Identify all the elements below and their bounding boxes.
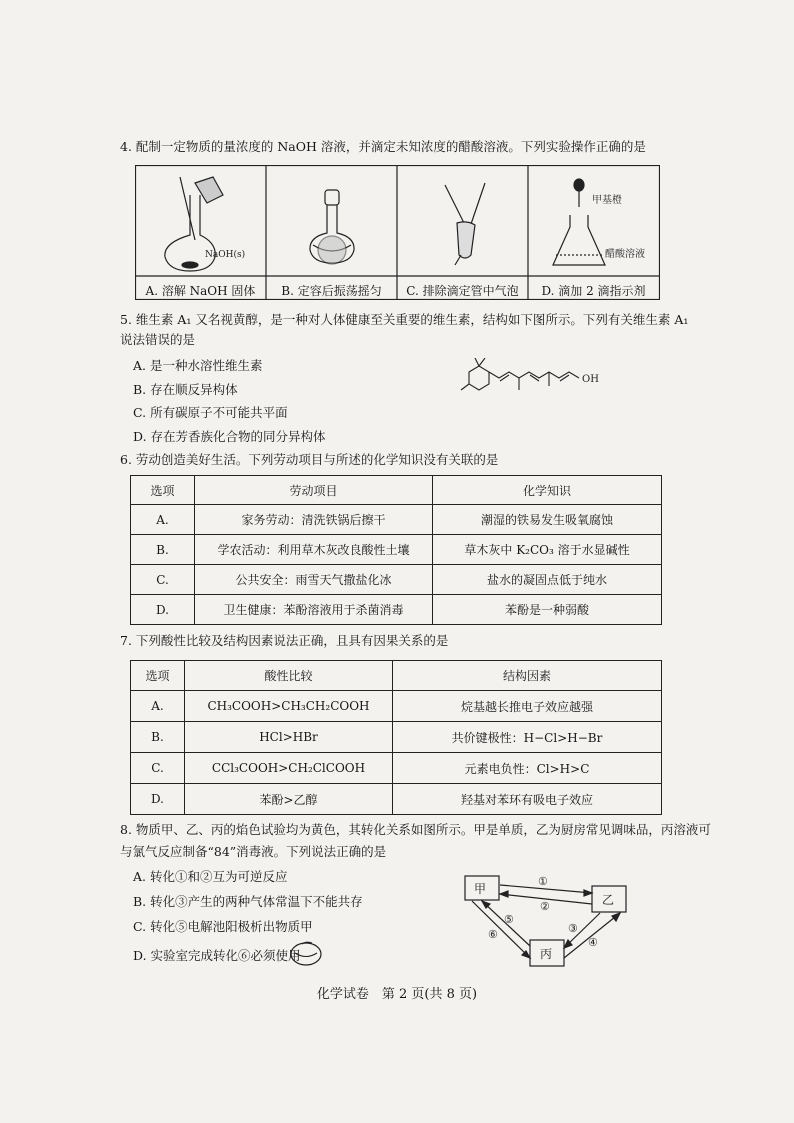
table-row [131,535,662,565]
q6-row-d-knowledge: 苯酚是一种弱酸 [433,595,662,625]
retinol-structure [455,358,615,408]
q8-stem-line2: 与氯气反应制备“84”消毒液。下列说法正确的是 [120,844,387,859]
table-row [131,505,662,535]
q5-stem-line1: 5. 维生素 A₁ 又名视黄醇，是一种对人体健康至关重要的维生素，结构如下图所示。下列有关维生素 A₁ [120,312,689,327]
volumetric-flask-b-icon [310,190,354,264]
q6-row-a-knowledge: 潮湿的铁易发生吸氧腐蚀 [433,505,662,535]
arrow-label-3: ③ [568,922,578,935]
q7-row-c-acidity: CCl₃COOH>CH₂ClCOOH [185,753,393,784]
indicator-label: 甲基橙 [592,195,622,206]
q7-header-option: 选项 [131,661,185,691]
q5-option-d: D. 存在芳香族化合物的同分异构体 [133,429,326,444]
q7-row-b-structure: 共价键极性：H−Cl>H−Br [393,722,662,753]
q7-row-b-acidity: HCl>HBr [185,722,393,753]
table-row [131,691,662,722]
table-row [131,595,662,625]
q6-header-labor: 劳动项目 [195,476,433,505]
q4-caption-d: D. 滴加 2 滴指示剂 [541,284,646,298]
q4-caption-c: C. 排除滴定管中气泡 [406,284,519,298]
q4-caption-a: A. 溶解 NaOH 固体 [145,284,256,298]
q5-option-a: A. 是一种水溶性维生素 [133,358,263,373]
acid-label: 醋酸溶液 [605,249,645,260]
arrow-label-5: ⑤ [504,913,514,926]
q7-header-structure: 结构因素 [393,661,662,691]
conversion-diagram [460,868,640,970]
q6-header-knowledge: 化学知识 [433,476,662,505]
node-yi: 乙 [602,893,615,907]
oh-label: OH [582,374,599,385]
q6-row-a-labor: 家务劳动：清洗铁锅后擦干 [195,505,433,535]
page-footer: 化学试卷 第 2 页(共 8 页) [316,987,478,1002]
q7-stem: 7. 下列酸性比较及结构因素说法正确，且具有因果关系的是 [120,633,449,648]
q8-option-c: C. 转化⑤电解池阳极析出物质甲 [133,919,313,934]
q6-row-c-option: C. [131,565,195,595]
q6-header-option: 选项 [131,476,195,505]
q8-option-b: B. 转化③产生的两种气体常温下不能共存 [133,894,363,909]
q6-row-b-knowledge: 草木灰中 K₂CO₃ 溶于水显碱性 [433,535,662,565]
q7-row-b-option: B. [131,722,185,753]
q8-option-d: D. 实验室完成转化⑥必须使用 [133,948,301,963]
node-jia: 甲 [474,882,487,896]
arrow-label-1: ① [538,875,548,888]
q7-row-c-option: C. [131,753,185,784]
q4-caption-b: B. 定容后振荡摇匀 [281,284,382,298]
q6-row-c-labor: 公共安全：雨雪天气撒盐化冰 [195,565,433,595]
q6-row-c-knowledge: 盐水的凝固点低于纯水 [433,565,662,595]
q5-option-c: C. 所有碳原子不可能共平面 [133,405,288,420]
arrow-label-6: ⑥ [488,928,498,941]
q6-row-b-option: B. [131,535,195,565]
buret-c-icon [445,183,485,265]
q6-table [130,475,662,625]
crucible-apparatus-icon [288,940,324,968]
q7-row-a-option: A. [131,691,185,722]
arrow-label-4: ④ [588,936,598,949]
q7-header-acidity: 酸性比较 [185,661,393,691]
q7-table [130,660,662,815]
q5-option-b: B. 存在顺反异构体 [133,382,238,397]
q4-apparatus-figure [135,165,660,300]
table-row [131,722,662,753]
q7-row-d-acidity: 苯酚>乙醇 [185,784,393,815]
q7-row-a-structure: 烷基越长推电子效应越强 [393,691,662,722]
q6-row-d-labor: 卫生健康：苯酚溶液用于杀菌消毒 [195,595,433,625]
q7-row-a-acidity: CH₃COOH>CH₃CH₂COOH [185,691,393,722]
conical-flask-d-icon [553,179,605,265]
node-bing: 丙 [540,947,553,961]
q5-stem-line2: 说法错误的是 [120,332,196,347]
q8-option-a: A. 转化①和②互为可逆反应 [133,869,288,884]
table-row [131,753,662,784]
q6-row-d-option: D. [131,595,195,625]
naoh-label: NaOH(s) [205,250,246,260]
arrow-label-2: ② [540,900,550,913]
q6-stem: 6. 劳动创造美好生活。下列劳动项目与所述的化学知识没有关联的是 [120,452,499,467]
q6-row-b-labor: 学农活动：利用草木灰改良酸性土壤 [195,535,433,565]
q6-row-a-option: A. [131,505,195,535]
q7-row-d-structure: 羟基对苯环有吸电子效应 [393,784,662,815]
q7-row-c-structure: 元素电负性：Cl>H>C [393,753,662,784]
q8-stem-line1: 8. 物质甲、乙、丙的焰色试验均为黄色，其转化关系如图所示。甲是单质，乙为厨房常见调味品，丙溶液可 [120,822,711,837]
q7-row-d-option: D. [131,784,185,815]
table-row [131,565,662,595]
table-row [131,784,662,815]
q4-stem: 4. 配制一定物质的量浓度的 NaOH 溶液，并滴定未知浓度的醋酸溶液。下列实验操作正确的是 [120,139,646,154]
